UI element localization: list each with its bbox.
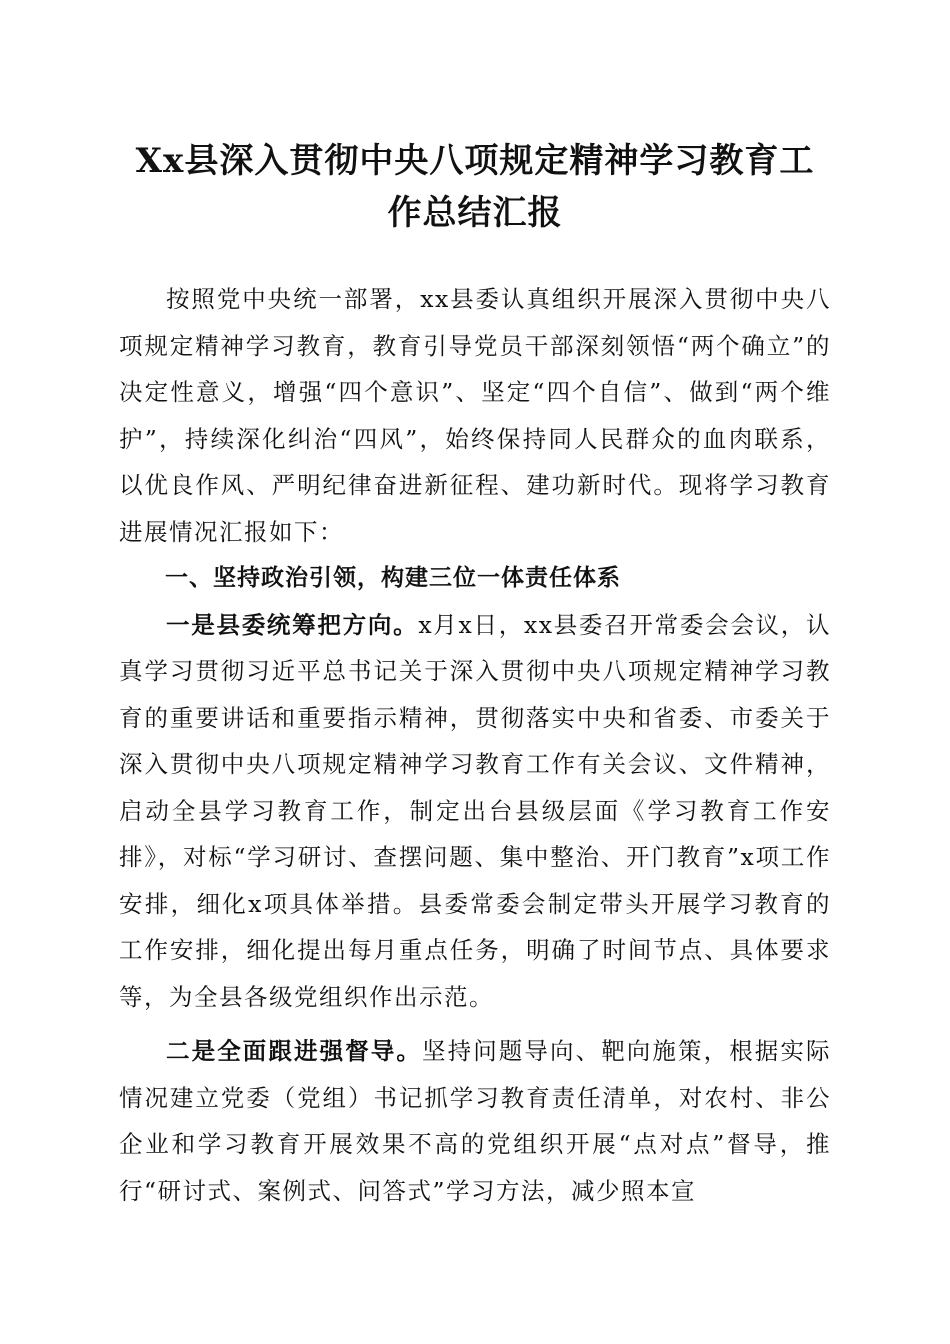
title-line-2: 作总结汇报	[387, 193, 563, 233]
intro-paragraph: 按照党中央统一部署，xx县委认真组织开展深入贯彻中央八项规定精神学习教育，教育引导党员干部深刻领悟“两个确立”的决定性意义，增强“四个意识”、坚定“四个自信”、做到“两个维护”，持续深化纠治“四风”，始终保持同人民群众的血肉联系，以优良作风、严明纪律奋进新征程、建功新时代。现将学习教育进展情况汇报如下：	[119, 285, 831, 546]
paragraph-2-lead: 二是全面跟进强督导。	[166, 1037, 422, 1065]
document-body	[119, 276, 831, 1214]
paragraph-1	[119, 602, 831, 1021]
paragraph-1-text: x月x日，xx县委召开常委会会议，认真学习贯彻习近平总书记关于深入贯彻中央八项规定精神学习教育的重要讲话和重要指示精神，贯彻落实中央和省委、市委关于深入贯彻中央八项规定精神学习教育工作有关会议、文件精神，启动全县学习教育工作，制定出台县级层面《学习教育工作安排》，对标“学习研讨、查摆问题、集中整治、开门教育”x项工作安排，细化x项具体举措。县委常委会制定带头开展学习教育的工作安排，细化提出每月重点任务，明确了时间节点、具体要求等，为全县各级党组织作出示范。	[119, 610, 832, 1011]
document-title	[110, 135, 840, 239]
title-line-1: Xx县深入贯彻中央八项规定精神学习教育工	[135, 141, 815, 181]
section-heading: 一、坚持政治引领，构建三位一体责任体系	[165, 565, 621, 591]
paragraph-2-text: 坚持问题导向、靶向施策，根据实际情况建立党委（党组）书记抓学习教育责任清单，对农村、非公企业和学习教育开展效果不高的党组织开展“点对点”督导，推行“研讨式、案例式、问答式”学习方法，减少照本宣	[119, 1037, 831, 1205]
paragraph-1-lead: 一是县委统筹把方向。	[166, 610, 419, 639]
paragraph-2	[119, 1028, 831, 1214]
